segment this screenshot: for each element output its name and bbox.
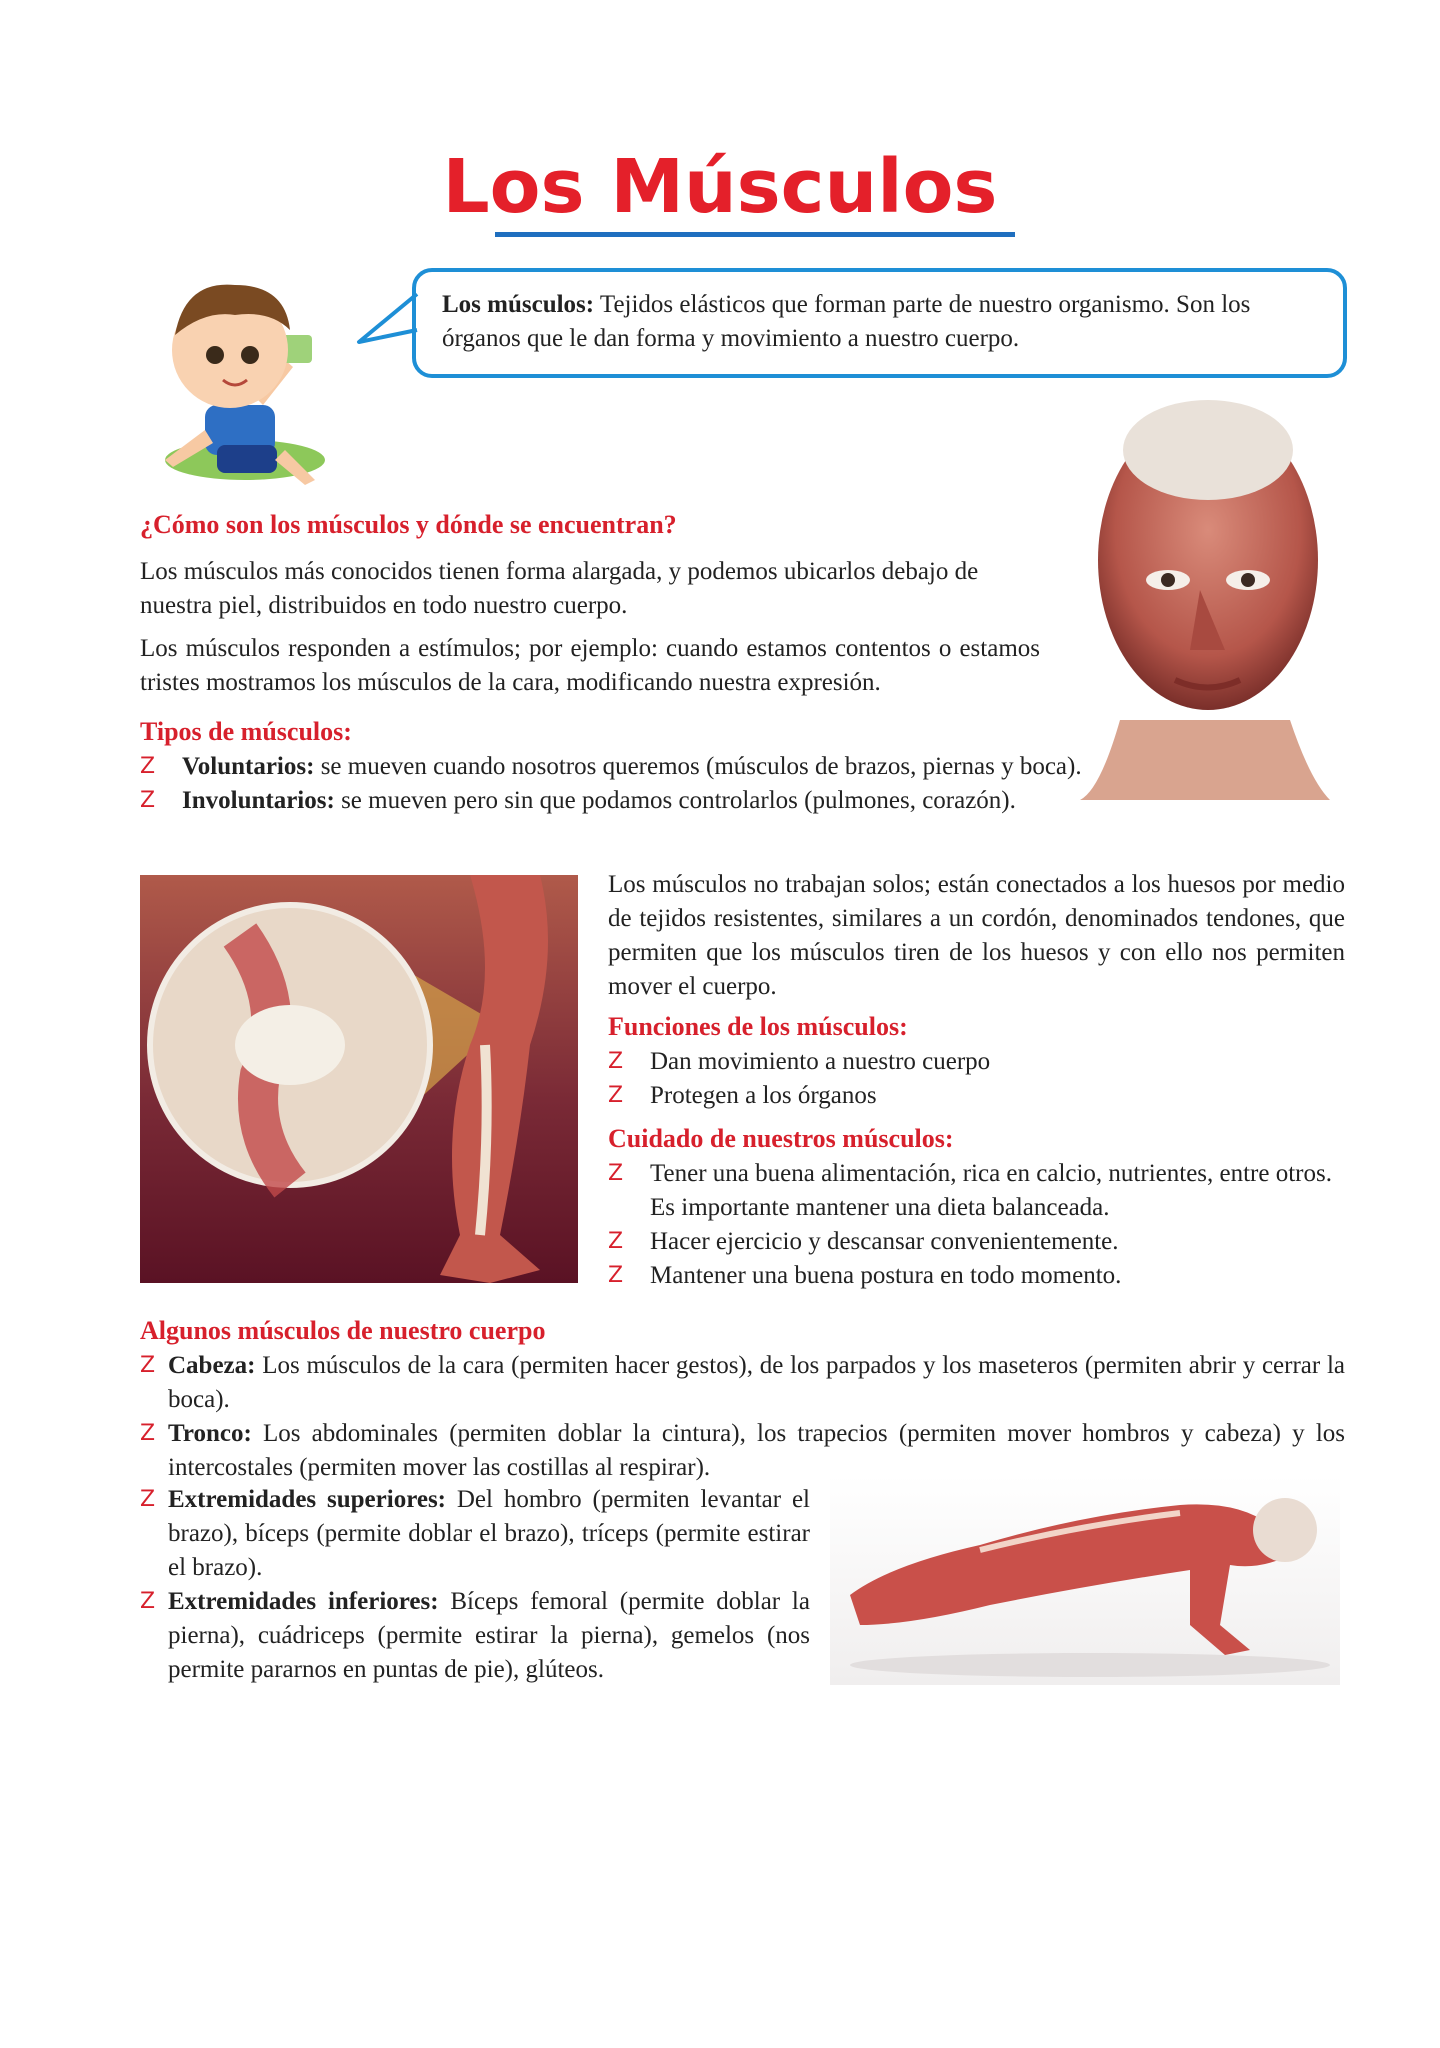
list-item-text: Tener una buena alimentación, rica en calcio, nutrientes, entre otros. Es importante mantener una dieta balanceada. [650,1160,1332,1221]
list-item [140,750,1102,784]
cuidado-heading: Cuidado de nuestros músculos: [608,1124,954,1153]
list-item-text: se mueven pero sin que podamos controlarlos (pulmones, corazón). [334,787,1016,814]
tipos-heading: Tipos de músculos: [140,717,352,746]
section-paragraph-1: Los músculos más conocidos tienen forma alargada, y podemos ubicarlos debajo de nuestra piel, distribuidos en todo nuestro cuerpo. [140,558,979,619]
list-item-text: Los abdominales (permiten doblar la cintura), los trapecios (permiten mover hombros y cabeza) y los intercostales (permiten mover las costillas al respirar). [168,1420,1345,1481]
bullet-icon: Z [140,1589,156,1614]
list-item-text: Mantener una buena postura en todo momento. [650,1262,1122,1289]
pushup-muscles-image [830,1475,1340,1685]
list-item-term: Voluntarios: [182,753,315,780]
definition-text: Tejidos elásticos que forman parte de nuestro organismo. Son los órganos que le dan forma y movimiento a nuestro cuerpo. [442,291,1251,352]
list-item [608,1157,1345,1225]
list-item-text: Dan movimiento a nuestro cuerpo [650,1048,991,1075]
bullet-icon: Z [608,1263,624,1288]
tipos-list [140,750,1100,818]
section-heading-como: ¿Cómo son los músculos y dónde se encuentran? [140,510,677,539]
page-title: Los Músculos [442,144,998,230]
bullet-icon: Z [608,1049,624,1074]
list-item-text: Bíceps femoral (permite doblar la pierna), cuádriceps (permite estirar la pierna), gemelos (nos permite pararnos en puntas de pie), glúteos. [168,1588,810,1683]
list-item [140,1483,810,1585]
funciones-list [608,1045,1345,1113]
algunos-heading: Algunos músculos de nuestro cuerpo [140,1316,546,1345]
bullet-icon: Z [608,1161,624,1186]
list-item-text: Del hombro (permiten levantar el brazo), bíceps (permite doblar el brazo), tríceps (permite estirar el brazo). [168,1486,810,1581]
bullet-icon: Z [608,1229,624,1254]
definition-bubble [412,268,1347,378]
boy-illustration [135,255,335,510]
bullet-icon: Z [140,1487,156,1512]
list-item-term: Involuntarios: [182,787,335,814]
list-item-text: se mueven cuando nosotros queremos (músculos de brazos, piernas y boca). [314,753,1082,780]
definition-term: Los músculos: [442,291,595,318]
algunos-list-top [140,1349,1345,1485]
list-item [140,1349,1345,1417]
list-item [608,1259,1345,1293]
bullet-icon: Z [140,788,156,813]
algunos-list-bottom [140,1483,810,1687]
section-paragraph-2: Los músculos responden a estímulos; por ejemplo: cuando estamos contentos o estamos tristes mostramos los músculos de la cara, modificando nuestra expresión. [140,635,1040,696]
list-item-term: Extremidades inferiores: [168,1588,439,1615]
bullet-icon: Z [140,754,156,779]
list-item [608,1225,1345,1259]
leg-tendon-image [140,875,578,1283]
cuidado-list [608,1157,1345,1293]
bullet-icon: Z [140,1353,156,1378]
list-item [608,1079,1345,1113]
bubble-tail [355,290,420,350]
head-muscles-image [1060,390,1350,800]
bullet-icon: Z [140,1421,156,1446]
list-item-text: Hacer ejercicio y descansar convenientemente. [650,1228,1119,1255]
tendones-paragraph: Los músculos no trabajan solos; están conectados a los huesos por medio de tejidos resistentes, similares a un cordón, denominados tendones, que permiten que los músculos tiren de los huesos y con ello nos permiten mover el cuerpo. [608,871,1345,1000]
list-item [140,1585,810,1687]
bullet-icon: Z [608,1083,624,1108]
list-item-text: Los músculos de la cara (permiten hacer gestos), de los parpados y los maseteros (permiten abrir y cerrar la boca). [168,1352,1345,1413]
funciones-heading: Funciones de los músculos: [608,1012,908,1041]
list-item-term: Extremidades superiores: [168,1486,446,1513]
title-underline [495,232,1015,237]
list-item-term: Tronco: [168,1420,252,1447]
list-item [608,1045,1345,1079]
list-item-text: Protegen a los órganos [650,1082,877,1109]
list-item-term: Cabeza: [168,1352,256,1379]
list-item [140,784,1100,818]
